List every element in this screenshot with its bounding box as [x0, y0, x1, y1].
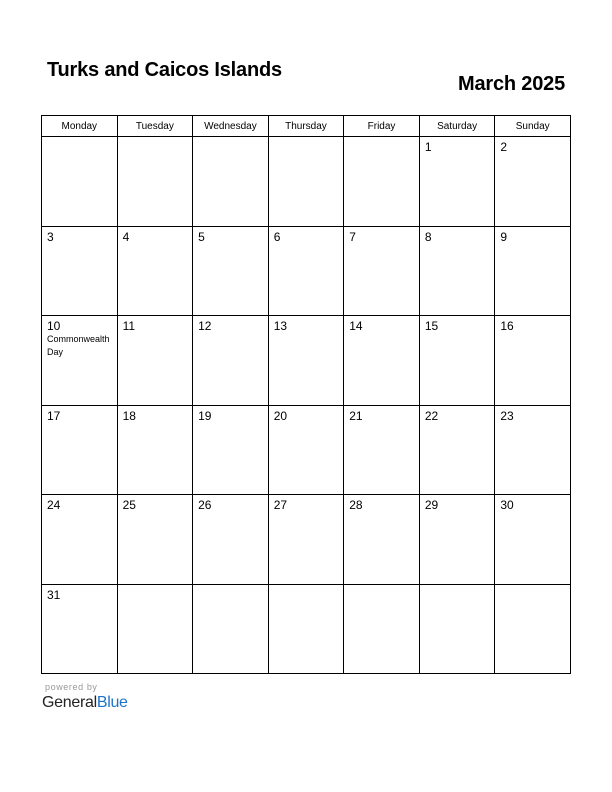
region-title: Turks and Caicos Islands	[47, 59, 282, 81]
day-cell	[495, 226, 571, 316]
day-number: 10	[47, 319, 61, 333]
day-number	[118, 585, 193, 588]
day-number: 27	[273, 498, 288, 512]
day-cell	[193, 405, 269, 495]
day-cell	[193, 226, 269, 316]
day-number: 3	[47, 229, 54, 244]
day-number	[420, 585, 495, 588]
day-number: 7	[349, 229, 356, 244]
day-cell	[193, 584, 269, 674]
day-cell	[344, 316, 420, 406]
day-cell	[495, 137, 571, 227]
day-number	[118, 137, 193, 140]
day-number	[269, 585, 344, 588]
day-cell	[344, 137, 420, 227]
day-cell	[495, 316, 571, 406]
day-cell	[42, 226, 118, 316]
weekday-sunday: Sunday	[495, 116, 571, 137]
day-number: 16	[500, 319, 514, 333]
week-row	[42, 405, 571, 495]
month-title: March 2025	[458, 73, 565, 95]
day-cell	[117, 226, 193, 316]
day-cell	[344, 226, 420, 316]
brand-blue-text: Blue	[96, 694, 128, 711]
day-cell	[117, 405, 193, 495]
day-cell	[42, 405, 118, 495]
day-number: 8	[424, 229, 432, 244]
day-number: 30	[500, 498, 514, 512]
week-row	[42, 226, 571, 316]
day-cell	[117, 316, 193, 406]
day-number: 21	[349, 408, 363, 423]
day-number: 28	[349, 498, 363, 512]
day-number	[42, 137, 117, 140]
day-cell	[268, 137, 344, 227]
day-cell	[268, 495, 344, 585]
day-number	[193, 137, 268, 140]
day-number: 26	[198, 498, 212, 512]
day-cell	[344, 495, 420, 585]
day-number: 15	[424, 319, 439, 333]
generalblue-logo[interactable]	[42, 694, 128, 712]
day-number: 29	[424, 498, 439, 512]
day-number: 4	[122, 229, 130, 244]
day-cell	[419, 405, 495, 495]
day-cell	[268, 316, 344, 406]
day-cell	[419, 137, 495, 227]
day-number: 24	[47, 498, 61, 512]
day-cell	[117, 495, 193, 585]
calendar-grid	[41, 115, 571, 674]
day-cell	[268, 584, 344, 674]
weekday-monday: Monday	[42, 116, 118, 137]
day-cell	[419, 316, 495, 406]
day-cell	[117, 137, 193, 227]
holiday-label: Commonwealth Day	[47, 334, 110, 357]
day-number	[269, 137, 344, 140]
weekday-friday: Friday	[344, 116, 420, 137]
day-cell	[495, 495, 571, 585]
day-cell	[42, 495, 118, 585]
day-number: 23	[500, 408, 514, 423]
day-number: 11	[122, 319, 136, 333]
day-number: 19	[198, 408, 212, 423]
day-cell	[193, 316, 269, 406]
day-number: 9	[500, 229, 508, 244]
day-cell	[419, 584, 495, 674]
day-number: 13	[273, 319, 288, 333]
weekday-header-row	[42, 116, 571, 137]
day-number: 17	[47, 408, 61, 423]
day-cell	[42, 584, 118, 674]
day-number	[495, 585, 570, 588]
weekday-thursday: Thursday	[268, 116, 344, 137]
day-number: 22	[424, 408, 439, 423]
day-number: 2	[500, 140, 508, 154]
day-cell	[495, 405, 571, 495]
day-cell	[344, 405, 420, 495]
day-cell	[495, 584, 571, 674]
day-number: 25	[122, 498, 136, 512]
day-cell	[344, 584, 420, 674]
day-number	[193, 585, 268, 588]
week-row	[42, 316, 571, 406]
day-cell	[42, 316, 118, 406]
weekday-wednesday: Wednesday	[193, 116, 269, 137]
powered-by-text: powered by	[45, 682, 98, 692]
day-number: 1	[424, 140, 432, 154]
day-number: 14	[349, 319, 363, 333]
day-number	[344, 585, 419, 588]
day-cell	[419, 226, 495, 316]
day-number: 12	[198, 319, 212, 333]
day-cell	[193, 495, 269, 585]
day-cell	[268, 405, 344, 495]
day-number: 31	[47, 587, 61, 602]
week-row	[42, 584, 571, 674]
day-cell	[419, 495, 495, 585]
brand-general-text: General	[42, 694, 97, 711]
day-number: 18	[122, 408, 136, 423]
week-row	[42, 495, 571, 585]
week-row	[42, 137, 571, 227]
day-cell	[117, 584, 193, 674]
day-cell	[42, 137, 118, 227]
weekday-saturday: Saturday	[419, 116, 495, 137]
day-cell	[193, 137, 269, 227]
day-number: 5	[198, 229, 205, 244]
day-cell	[268, 226, 344, 316]
day-number: 6	[273, 229, 281, 244]
day-number	[344, 137, 419, 140]
weekday-tuesday: Tuesday	[117, 116, 193, 137]
day-number: 20	[273, 408, 288, 423]
